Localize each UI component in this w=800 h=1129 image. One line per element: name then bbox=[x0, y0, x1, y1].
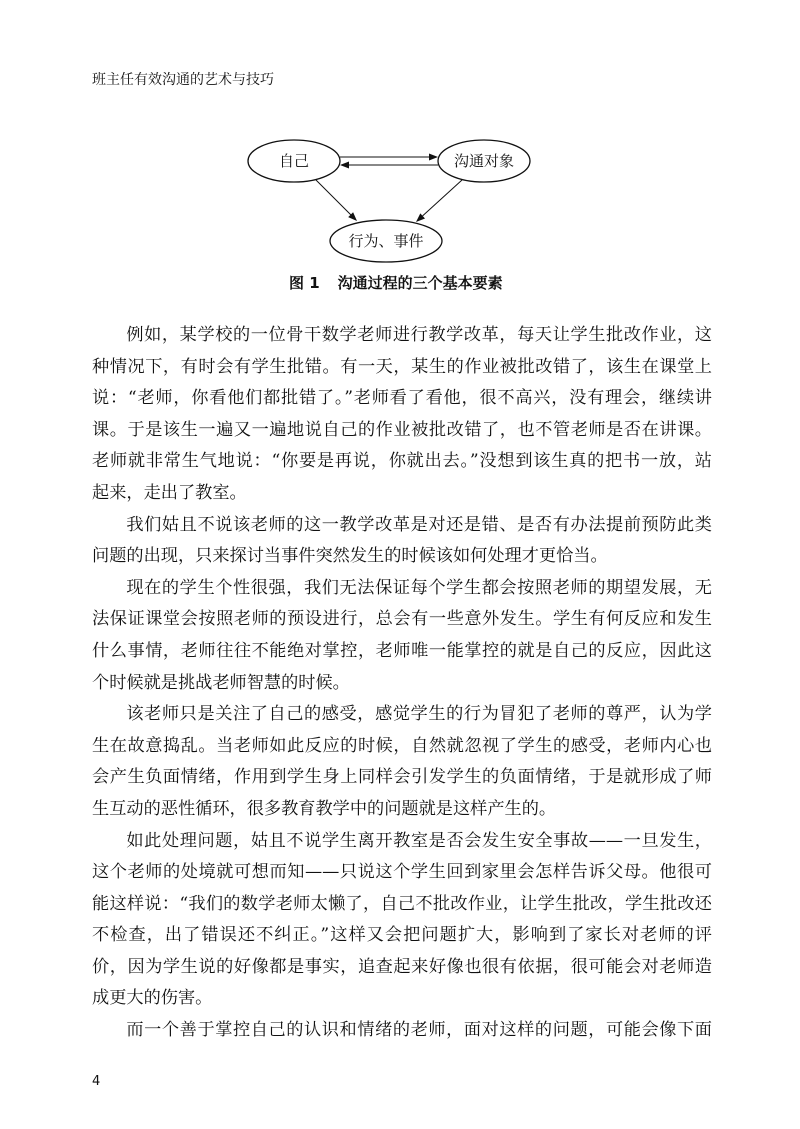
text-line: 现在的学生个性很强，我们无法保证每个学生都会按照老师的期望发展，无 bbox=[126, 577, 712, 598]
body-text bbox=[92, 320, 712, 1047]
paragraph bbox=[92, 699, 712, 825]
text-line: 价，因为学生说的好像都是事实，追查起来好像也很有依据，很可能会对老师造 bbox=[92, 956, 712, 977]
node-self bbox=[248, 140, 340, 182]
text-line: 不检查，出了错误还不纠正。”这样又会把问题扩大，影响到了家长对老师的评 bbox=[92, 925, 712, 946]
node-behavior-event bbox=[330, 220, 442, 262]
text-line: 个时候就是挑战老师智慧的时候。 bbox=[92, 672, 350, 693]
text-line: 生互动的恶性循环，很多教育教学中的问题就是这样产生的。 bbox=[92, 798, 557, 819]
arrow-counterpart-to-self bbox=[340, 162, 438, 169]
paragraph bbox=[92, 573, 712, 699]
paragraph bbox=[92, 510, 712, 573]
text-line: 例如，某学校的一位骨干数学老师进行教学改革，每天让学生批改作业，这 bbox=[126, 325, 712, 345]
figure-title: 沟通过程的三个基本要素 bbox=[337, 274, 503, 292]
node-self-label: 自己 bbox=[278, 152, 310, 170]
text-line: 起来，走出了教室。 bbox=[92, 482, 247, 503]
running-header: 班主任有效沟通的艺术与技巧 bbox=[92, 72, 274, 88]
arrow-self-to-counterpart bbox=[340, 154, 438, 161]
text-line: 生在故意捣乱。当老师如此反应的时候，自然就忽视了学生的感受，老师内心也 bbox=[92, 735, 712, 756]
text-line: 法保证课堂会按照老师的预设进行，总会有一些意外发生。学生有何反应和发生 bbox=[92, 609, 712, 630]
text-line: 问题的出现，只来探讨当事件突然发生的时候该如何处理才更恰当。 bbox=[92, 546, 608, 567]
communication-diagram bbox=[230, 130, 550, 275]
node-behavior-event-label: 行为、事件 bbox=[348, 232, 424, 250]
text-line: 说：“老师，你看他们都批错了。”老师看了看他，很不高兴，没有理会，继续讲 bbox=[92, 388, 712, 409]
node-counterpart bbox=[438, 140, 530, 182]
text-line: 种情况下，有时会有学生批错。有一天，某生的作业被批改错了，该生在课堂上 bbox=[92, 356, 712, 377]
text-line: 而一个善于掌控自己的认识和情绪的老师，面对这样的问题，可能会像下面 bbox=[126, 1020, 712, 1041]
text-line: 这个老师的处境就可想而知——只说这个学生回到家里会怎样告诉父母。他很可 bbox=[92, 862, 712, 883]
arrowhead-icon bbox=[429, 154, 438, 161]
page-number: 4 bbox=[92, 1074, 101, 1089]
arrow-self-to-event bbox=[316, 180, 357, 221]
figure-number: 图 1 bbox=[289, 274, 320, 292]
text-line: 如此处理问题，姑且不说学生离开教室是否会发生安全事故——一旦发生， bbox=[126, 830, 712, 851]
paragraph bbox=[92, 320, 712, 510]
text-line: 能这样说：“我们的数学老师太懒了，自己不批改作业，让学生批改，学生批改还 bbox=[92, 893, 712, 914]
text-line: 我们姑且不说该老师的这一教学改革是对还是错、是否有办法提前预防此类 bbox=[126, 514, 712, 535]
node-counterpart-label: 沟通对象 bbox=[453, 152, 515, 170]
text-line: 老师就非常生气地说：“你要是再说，你就出去。”没想到该生真的把书一放，站 bbox=[92, 451, 712, 472]
figure-caption bbox=[289, 274, 503, 292]
paragraph bbox=[92, 826, 712, 1016]
paragraph bbox=[92, 1015, 712, 1047]
text-line: 什么事情，老师往往不能绝对掌控，老师唯一能掌控的就是自己的反应，因此这 bbox=[92, 640, 712, 661]
text-line: 成更大的伤害。 bbox=[92, 988, 213, 1009]
arrowhead-icon bbox=[340, 162, 349, 169]
arrow-counterpart-to-event bbox=[416, 180, 462, 222]
text-line: 会产生负面情绪，作用到学生身上同样会引发学生的负面情绪，于是就形成了师 bbox=[92, 767, 712, 788]
text-line: 该老师只是关注了自己的感受，感觉学生的行为冒犯了老师的尊严，认为学 bbox=[126, 704, 712, 725]
text-line: 课。于是该生一遍又一遍地说自己的作业被批改错了，也不管老师是否在讲课。 bbox=[92, 419, 712, 440]
